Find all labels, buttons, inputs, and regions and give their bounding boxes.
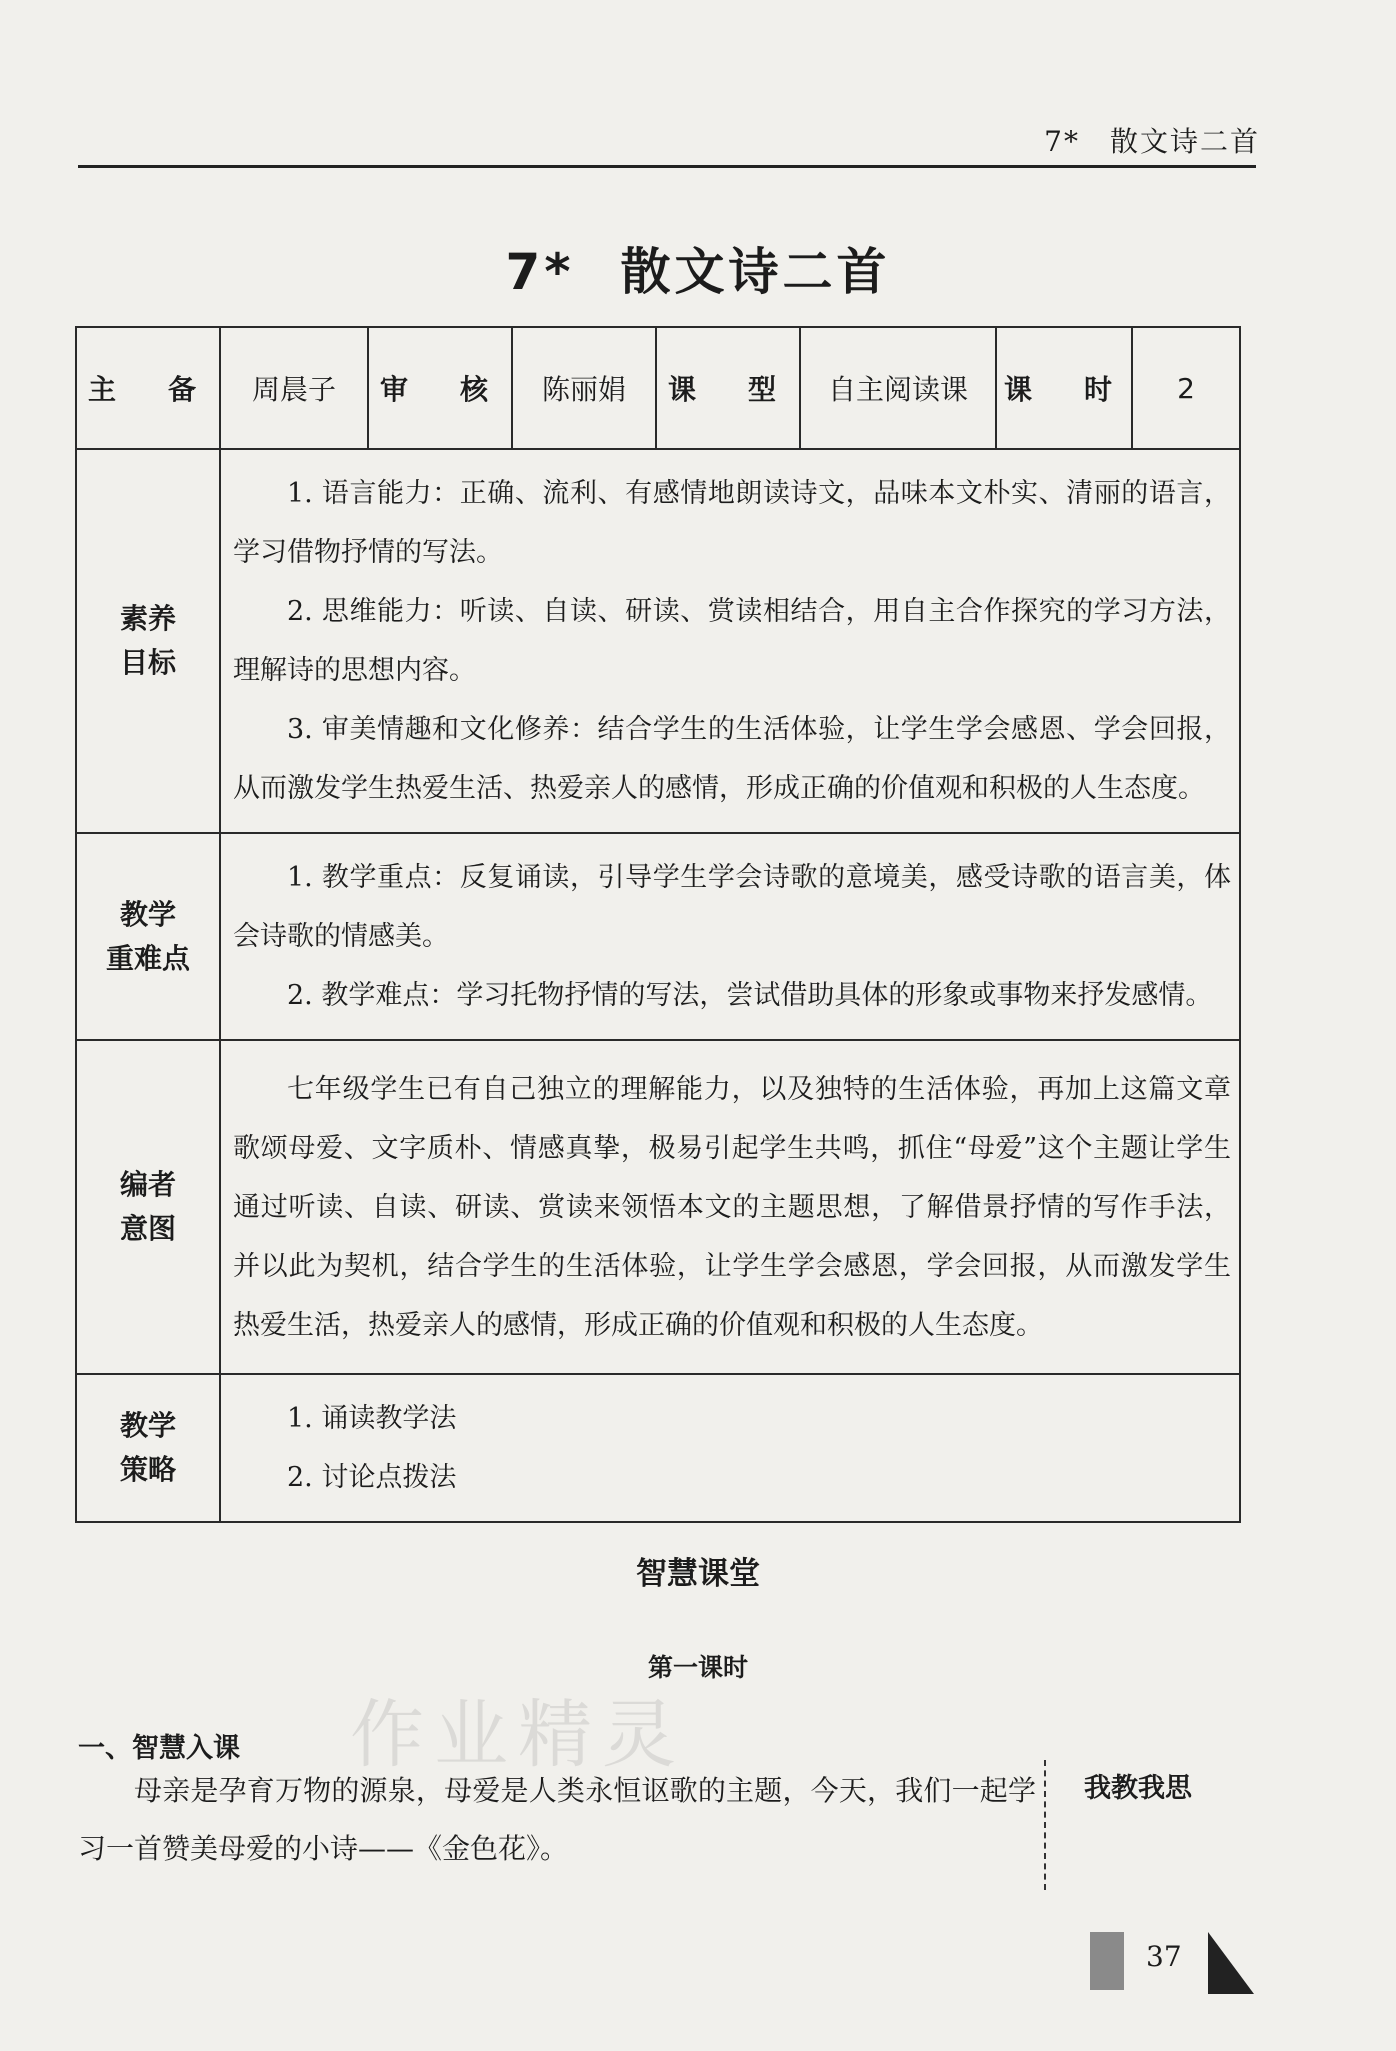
intent-label [76, 1040, 220, 1374]
key-label-line2: 重难点 [105, 941, 190, 975]
strategy-row [76, 1374, 1240, 1522]
running-head: 7* 散文诗二首 [1044, 125, 1260, 158]
key-points-label [76, 833, 220, 1040]
key-points-row [76, 833, 1240, 1040]
side-note-label: 我教我思 [1084, 1773, 1192, 1804]
lesson-type-label: 课 型 [656, 327, 800, 449]
strategy-label [76, 1374, 220, 1522]
watermark: 作业精灵 [350, 1692, 686, 1778]
goals-content [220, 449, 1240, 833]
strategy-label-line1: 教学 [119, 1409, 176, 1442]
strategy-label-line2: 策略 [119, 1453, 176, 1486]
strategy-item: 2. 讨论点拨法 [287, 1462, 457, 1493]
header-rule [78, 165, 1256, 168]
prep-label: 主 备 [76, 327, 220, 449]
intent-text: 七年级学生已有自己独立的理解能力，以及独特的生活体验，再加上这篇文章歌颂母爱、文字质朴、情感真挚，极易引起学生共鸣，抓住“母爱”这个主题让学生通过听读、自读、研读、赏读来领悟本文的主题思想，了解借景抒情的写作手法，并以此为契机，结合学生的生活体验，让学生学会感恩，学会回报，从而激发学生热爱生活，热爱亲人的感情，形成正确的价值观和积极的人生态度。 [233, 1073, 1231, 1341]
page-number: 37 [1146, 1940, 1182, 1973]
page-tab-block [1090, 1932, 1124, 1990]
lesson-title: 散文诗二首 [620, 243, 891, 301]
goal-item: 2. 思维能力：听读、自读、研读、赏读相结合，用自主合作探究的学习方法，理解诗的思想内容。 [233, 596, 1231, 686]
header-row [76, 327, 1240, 449]
strategy-content [220, 1374, 1240, 1522]
section-title: 智慧课堂 [636, 1556, 760, 1592]
side-divider [1044, 1760, 1046, 1890]
intent-label-line1: 编者 [119, 1168, 176, 1201]
goal-item: 1. 语言能力：正确、流利、有感情地朗读诗文，品味本文朴实、清丽的语言，学习借物抒情的写法。 [233, 478, 1231, 568]
lesson-number: 7* [505, 243, 575, 301]
intro-body [78, 1762, 1036, 1878]
goals-row [76, 449, 1240, 833]
intro-heading: 一、智慧入课 [78, 1733, 240, 1764]
lesson-type-value: 自主阅读课 [800, 327, 996, 449]
goals-label-line1: 素养 [119, 602, 176, 635]
key-point-item: 1. 教学重点：反复诵读，引导学生学会诗歌的意境美，感受诗歌的语言美，体会诗歌的情感美。 [233, 862, 1231, 952]
review-label: 审 核 [368, 327, 512, 449]
intro-text: 母亲是孕育万物的源泉，母爱是人类永恒讴歌的主题，今天，我们一起学习一首赞美母爱的小诗——《金色花》。 [78, 1774, 1036, 1865]
prep-value: 周晨子 [220, 327, 368, 449]
periods-label: 课 时 [996, 327, 1132, 449]
intent-label-line2: 意图 [119, 1212, 176, 1245]
key-points-content [220, 833, 1240, 1040]
goal-item: 3. 审美情趣和文化修养：结合学生的生活体验，让学生学会感恩、学会回报，从而激发学生热爱生活、热爱亲人的感情，形成正确的价值观和积极的人生态度。 [233, 714, 1231, 804]
intent-content [220, 1040, 1240, 1374]
goals-label [76, 449, 220, 833]
lesson-plan-table [75, 326, 1241, 1523]
goals-label-line2: 目标 [119, 646, 176, 679]
intent-row [76, 1040, 1240, 1374]
strategy-item: 1. 诵读教学法 [287, 1403, 457, 1434]
review-value: 陈丽娟 [512, 327, 656, 449]
lesson-period-title: 第一课时 [647, 1653, 748, 1682]
periods-value: 2 [1132, 327, 1240, 449]
page-title [0, 232, 1396, 304]
key-label-line1: 教学 [119, 897, 176, 931]
corner-triangle-icon [1208, 1932, 1254, 1994]
key-point-item: 2. 教学难点：学习托物抒情的写法，尝试借助具体的形象或事物来抒发感情。 [287, 980, 1213, 1011]
